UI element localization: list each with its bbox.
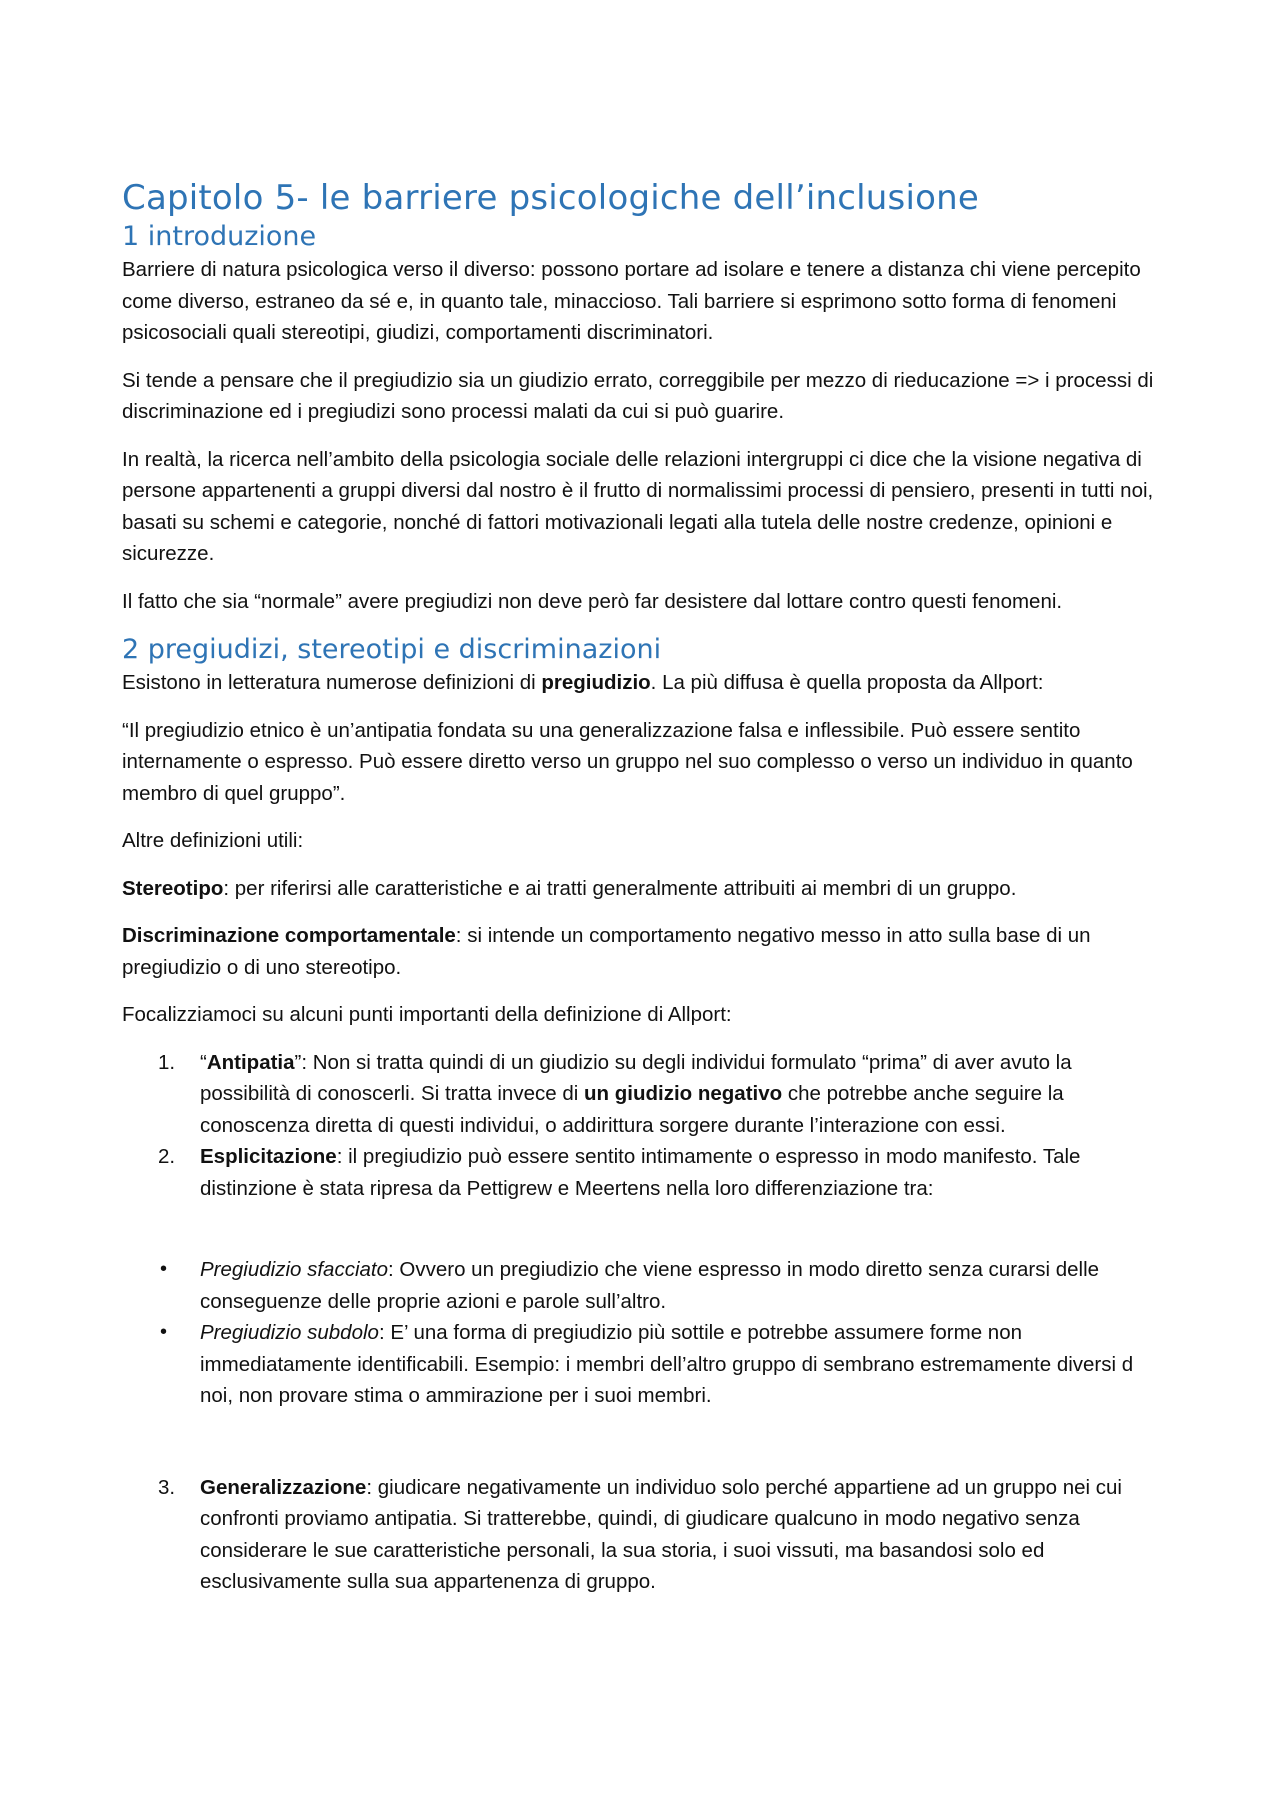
bold-term: Antipatia [206, 1050, 295, 1074]
paragraph: Il fatto che sia “normale” avere pregiudizi non deve però far desistere dal lottare contro questi fenomeni. [122, 589, 1063, 613]
numbered-list [122, 1472, 1162, 1598]
text-run: : Ovvero un pregiudizio che viene espresso in modo diretto senza curarsi delle conseguenze delle proprie azioni e parole sull’altro. [200, 1258, 1100, 1313]
list-number: 1. [158, 1050, 176, 1074]
text-run: . La più diffusa è quella proposta da Allport: [650, 671, 1044, 694]
numbered-list [122, 1047, 1162, 1205]
list-number: 2. [158, 1145, 176, 1168]
text-run: : E’ una forma di pregiudizio più sottile e potrebbe assumere forme non immediatamente identificabili. Esempio: i membri dell’altro gruppo di sembrano estremamente diversi d noi, non provare stima o ammirazione per i suoi membri. [200, 1321, 1134, 1407]
quote-paragraph: “Il pregiudizio etnico è un’antipatia fondata su una generalizzazione falsa e inflessibile. Può essere sentito internamente o espresso. Può essere diretto verso un gruppo nel suo complesso o verso un individuo in quanto membro di quel gruppo”. [122, 718, 1133, 805]
spacer [122, 1204, 1162, 1254]
spacer [122, 1412, 1162, 1472]
bold-term: Generalizzazione [200, 1475, 367, 1499]
text-run: ”: Non si tratta quindi di un giudizio su degli individui formulato “prima” di aver avuto la possibilità di conoscerli. Si tratta invece di [200, 1050, 1072, 1105]
chapter-title: Capitolo 5- le barriere psicologiche dell’inclusione [122, 178, 979, 218]
definition-stereotipo [122, 873, 1162, 905]
list-item [122, 1317, 1162, 1412]
section-heading-introduzione: 1 introduzione [122, 221, 317, 252]
list-item [122, 1472, 1162, 1598]
section-heading-pregiudizi: 2 pregiudizi, stereotipi e discriminazioni [122, 634, 662, 665]
definition-text: : per riferirsi alle caratteristiche e ai tratti generalmente attribuiti ai membri di un gruppo. [223, 876, 1017, 900]
list-item [122, 1141, 1162, 1204]
text-run: : il pregiudizio può essere sentito intimamente o espresso in modo manifesto. Tale distinzione è stata ripresa da Pettigrew e Meertens nella loro differenziazione tra: [200, 1145, 1081, 1200]
definition-discriminazione [122, 920, 1162, 983]
bold-term: Stereotipo [122, 876, 224, 900]
list-item [122, 1047, 1162, 1142]
bold-term: Esplicitazione [200, 1145, 337, 1168]
italic-term: Pregiudizio subdolo [200, 1321, 379, 1344]
bullet-icon: • [160, 1258, 168, 1280]
definition-text: : si intende un comportamento negativo messo in atto sulla base di un pregiudizio o di uno stereotipo. [122, 924, 1091, 979]
paragraph: In realtà, la ricerca nell’ambito della psicologia sociale delle relazioni intergruppi ci dice che la visione negativa di persone appartenenti a gruppi diversi dal nostro è il frutto di normalissimi processi di pensiero, presenti in tutti noi, basati su schemi e categorie, nonché di fattori motivazionali legati alla tutela delle nostre credenze, opinioni e sicurezze. [122, 447, 1154, 565]
text-run: “ [200, 1050, 207, 1074]
paragraph: Altre definizioni utili: [122, 829, 304, 852]
text-run: che potrebbe anche seguire la conoscenza diretta di questi individui, o addirittura sorgere durante l’interazione con essi. [200, 1082, 1064, 1137]
paragraph [122, 667, 1162, 699]
bold-term: un giudizio negativo [584, 1082, 783, 1105]
bullet-list [122, 1254, 1162, 1412]
paragraph: Focalizziamoci su alcuni punti importanti della definizione di Allport: [122, 1003, 732, 1026]
bold-term: pregiudizio [541, 671, 651, 694]
bold-term: Discriminazione comportamentale [122, 924, 456, 947]
document-body [122, 176, 1162, 1598]
paragraph: Si tende a pensare che il pregiudizio sia un giudizio errato, correggibile per mezzo di rieducazione => i processi di discriminazione ed i pregiudizi sono processi malati da cui si può guarire. [122, 368, 1154, 423]
text-run: : giudicare negativamente un individuo solo perché appartiene ad un gruppo nei cui confronti proviamo antipatia. Si tratterebbe, quindi, di giudicare qualcuno in modo negativo senza considerare le sue caratteristiche personali, la sua storia, i suoi vissuti, ma basandosi solo ed esclusivamente sulla sua appartenenza di gruppo. [200, 1475, 1122, 1593]
italic-term: Pregiudizio sfacciato [200, 1258, 389, 1281]
list-number: 3. [158, 1475, 176, 1499]
paragraph: Barriere di natura psicologica verso il diverso: possono portare ad isolare e tenere a distanza chi viene percepito come diverso, estraneo da sé e, in quanto tale, minaccioso. Tali barriere si esprimono sotto forma di fenomeni psicosociali quali stereotipi, giudizi, comportamenti discriminatori. [122, 258, 1141, 344]
list-item [122, 1254, 1162, 1317]
text-run: Esistono in letteratura numerose definizioni di [122, 671, 542, 694]
bullet-icon: • [160, 1321, 168, 1343]
